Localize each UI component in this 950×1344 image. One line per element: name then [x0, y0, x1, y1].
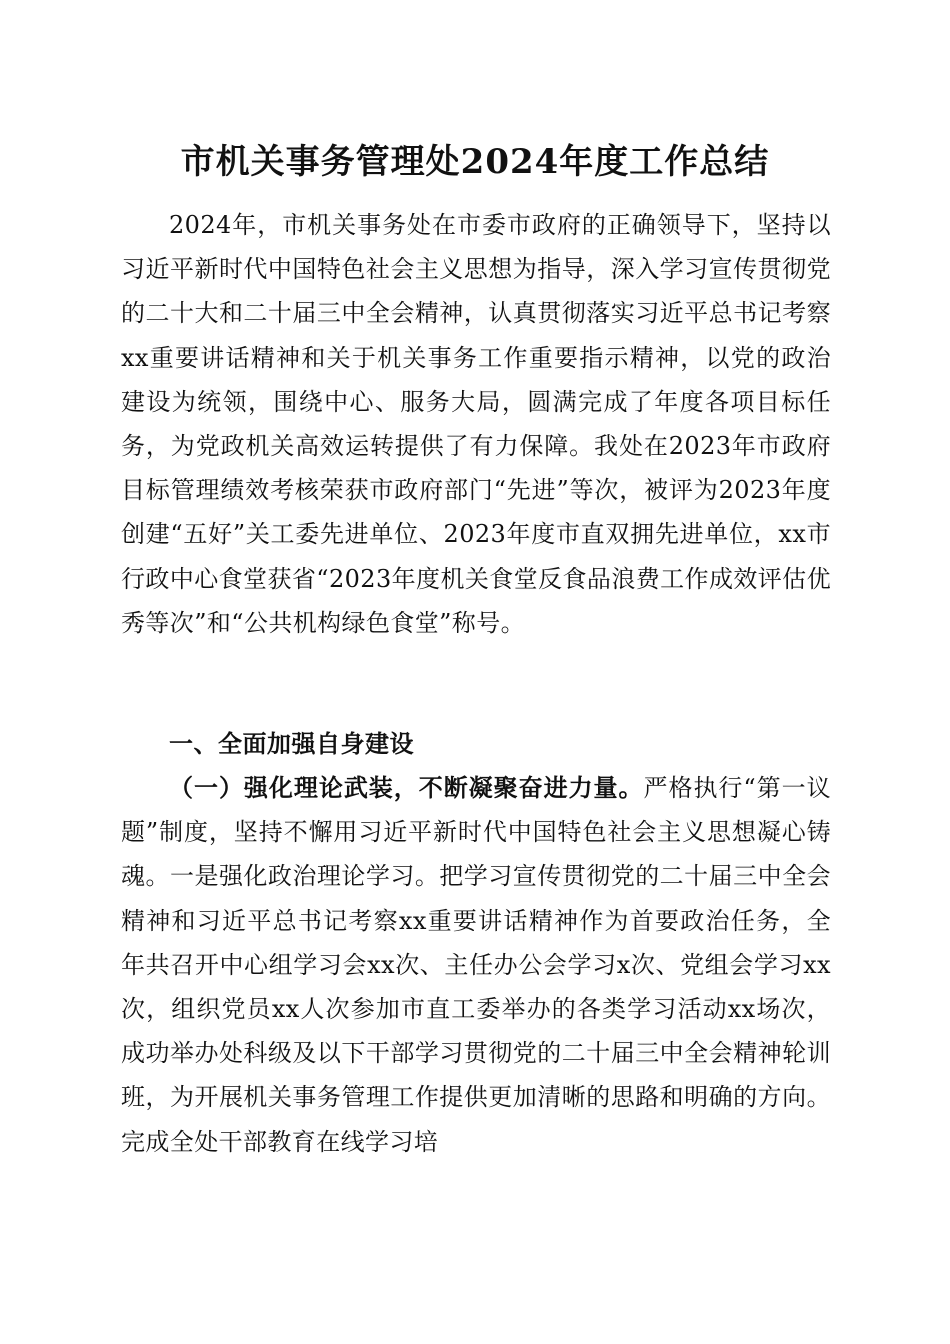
section-1-paragraph-1 — [121, 766, 831, 1164]
section-heading-1: 一、全面加强自身建设 — [169, 730, 414, 758]
subsection-text-1: 严格执行“第一议题”制度，坚持不懈用习近平新时代中国特色社会主义思想凝心铸魂。一是强化政治理论学习。把学习宣传贯彻党的二十届三中全会精神和习近平总书记考察xx重要讲话精神作为首要政治任务，全年共召开中心组学习会xx次、主任办公会学习x次、党组会学习xx次，组织党员xx人次参加市直工委举办的各类学习活动xx场次，成功举办处科级及以下干部学习贯彻党的二十届三中全会精神轮训班，为开展机关事务管理工作提供更加清晰的思路和明确的方向。完成全处干部教育在线学习培 — [121, 774, 831, 1156]
document-title: 市机关事务管理处2024年度工作总结 — [180, 142, 770, 182]
intro-paragraph: 2024年，市机关事务处在市委市政府的正确领导下，坚持以习近平新时代中国特色社会主义思想为指导，深入学习宣传贯彻党的二十大和二十届三中全会精神，认真贯彻落实习近平总书记考察xx重要讲话精神和关于机关事务工作重要指示精神，以党的政治建设为统领，围绕中心、服务大局，圆满完成了年度各项目标任务，为党政机关高效运转提供了有力保障。我处在2023年市政府目标管理绩效考核荣获市政府部门“先进”等次，被评为2023年度创建“五好”关工委先进单位、2023年度市直双拥先进单位，xx市行政中心食堂获省“2023年度机关食堂反食品浪费工作成效评估优秀等次”和“公共机构绿色食堂”称号。 — [121, 211, 831, 637]
subsection-lead-1: （一）强化理论武装，不断凝聚奋进力量。 — [169, 773, 644, 802]
